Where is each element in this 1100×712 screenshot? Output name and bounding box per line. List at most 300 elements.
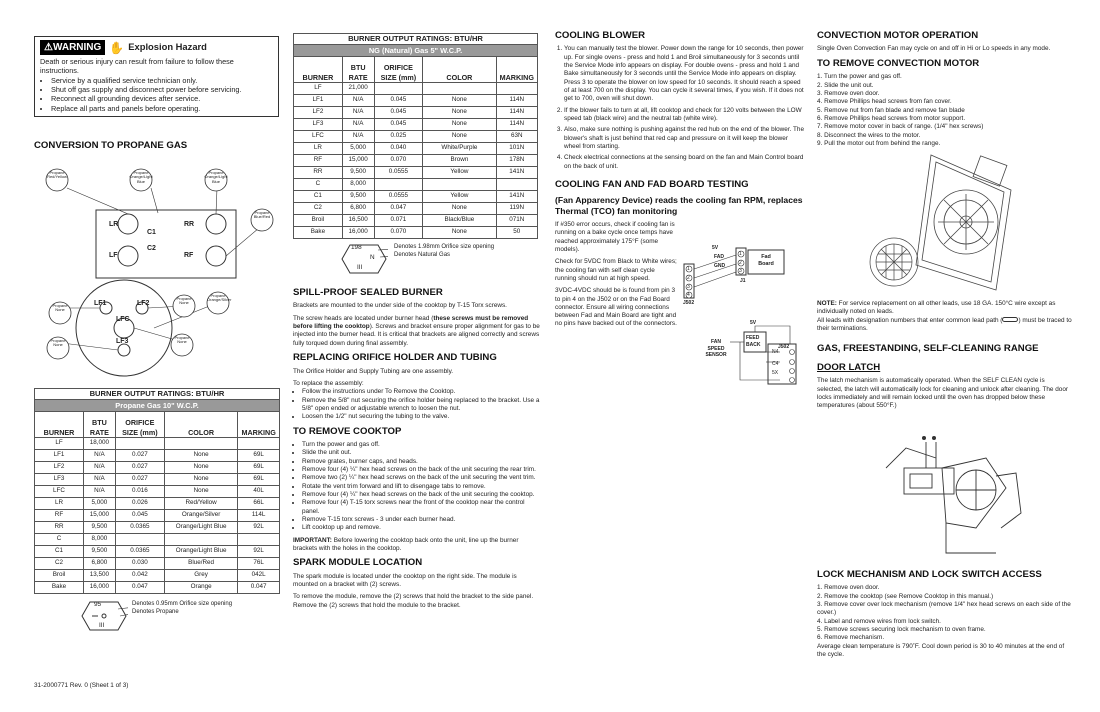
table-cell: LFC	[35, 486, 84, 498]
table-cell: 101N	[496, 143, 538, 155]
table-cell: 0.040	[374, 143, 423, 155]
burner-label-lf2: LF2	[137, 300, 150, 307]
table-cell	[164, 438, 238, 450]
motor-step: 7. Remove motor cover in back of range. (1/4" hex screws)	[817, 123, 984, 131]
table-cell: 16,000	[84, 582, 116, 594]
table-cell: None	[423, 107, 496, 119]
latch-p1: The latch mechanism is automatically operated. When the SELF CLEAN cycle is selected, the latch will automatically lock for cleaning and unlock after cleaning. The door locks immediately and will remain locked until the oven has dropped below these temperatures (about 550°F.)	[817, 377, 1069, 410]
column-4-text	[817, 30, 1072, 152]
lock-step: 2. Remove the cooktop (see Remove Cooktop in this manual.)	[817, 592, 994, 600]
ng-legend	[340, 243, 540, 275]
table-cell: None	[423, 95, 496, 107]
fad-p2: Check for 5VDC from Black to White wires; the cooling fan with self clean cycle running should run at high speed.	[555, 258, 677, 282]
warning-badge: ⚠WARNING	[40, 40, 105, 55]
orifice-step: • Loosen the 1/2" nut securing the tubing to the valve.	[302, 413, 543, 421]
cooktop-heading: TO REMOVE COOKTOP	[293, 425, 402, 437]
column-header: BTU RATE	[342, 57, 374, 83]
propane-tag: Propane Orange/Silver	[207, 293, 232, 303]
pin-label: 1	[739, 251, 742, 257]
table-cell: 0.047	[238, 582, 280, 594]
sensor-label: FAN SPEED SENSOR	[705, 339, 727, 358]
convection-note	[817, 300, 1072, 333]
table-cell	[423, 179, 496, 191]
legend-number: 95	[94, 601, 102, 608]
table-subtitle: NG (Natural) Gas 5" W.C.P.	[294, 45, 538, 57]
orifice-heading: REPLACING ORIFICE HOLDER AND TUBING	[293, 352, 497, 364]
motor-step: 1. Turn the power and gas off.	[817, 73, 902, 81]
table-cell: 15,000	[84, 510, 116, 522]
spill-p2-c: ). Screws and bracket ensure proper alignment for gas to be injected into the burner head. It is critical that brackets are aligned correctly and screws fully torqued down during final assembly.	[293, 323, 540, 347]
table-cell: Broil	[294, 215, 343, 227]
lock-step: 1. Remove oven door.	[817, 584, 880, 592]
cooktop-step: • Remove four (4) ¼" hex head screws on the back of the unit securing the cooktop.	[302, 491, 543, 499]
propane-tag: Propane None	[174, 335, 190, 345]
table-cell: Broil	[35, 570, 84, 582]
pin-label: 2	[687, 275, 690, 281]
burner-label-rr: RR	[184, 221, 195, 228]
table-row	[35, 474, 280, 486]
table-row	[294, 227, 538, 239]
cooktop-important	[293, 537, 543, 554]
table-cell: 0.071	[374, 215, 423, 227]
table-cell: 0.030	[115, 558, 164, 570]
important-text: Before lowering the cooktop back onto the unit, line up the burner brackets with the holes in the cooktop.	[293, 536, 519, 552]
table-row	[35, 546, 280, 558]
table-cell: 114N	[496, 107, 538, 119]
spill-p2-bold: these screws must be removed before lifting the cooktop	[293, 314, 529, 331]
table-title: BURNER OUTPUT RATINGS: BTU/HR	[35, 389, 280, 400]
fad-heading: COOLING FAN AND FAD BOARD TESTING	[555, 179, 749, 191]
table-cell: N/A	[84, 486, 116, 498]
table-cell: 0.027	[115, 462, 164, 474]
pin-label: 3	[687, 284, 690, 290]
table-cell: N/A	[342, 119, 374, 131]
table-cell	[423, 83, 496, 95]
table-cell: 13,500	[84, 570, 116, 582]
convection-motor-illustration	[846, 150, 1026, 300]
table-cell: 15,000	[342, 155, 374, 167]
table-cell: 40L	[238, 486, 280, 498]
table-cell: 8,000	[84, 534, 116, 546]
blower-heading: COOLING BLOWER	[555, 30, 646, 41]
lock-step: 4. Label and remove wires from lock switch.	[817, 617, 941, 625]
cooktop-step: • Remove two (2) ¼" hex head screws on the back of the unit securing the vent trim.	[302, 474, 543, 482]
burner-label-c1: C1	[147, 229, 156, 236]
column-header: COLOR	[164, 412, 238, 438]
table-cell: 0.047	[374, 203, 423, 215]
cooktop-step: • Turn the power and gas off.	[302, 441, 543, 449]
table-cell: Orange/Light Blue	[164, 522, 238, 534]
fad-subheading: (Fan Apparency Device) reads the cooling fan RPM, replaces Thermal (TCO) fan monitoring	[555, 194, 803, 216]
spill-p2	[293, 315, 543, 348]
column-header: BURNER	[294, 57, 343, 83]
table-cell: 0.045	[115, 510, 164, 522]
propane-tag: Propane Orange/Light Blue	[204, 170, 228, 184]
column-header: MARKING	[238, 412, 280, 438]
legend-mid: N	[370, 254, 375, 261]
common-lead-path-icon	[1002, 317, 1018, 322]
table-cell: Orange/Silver	[164, 510, 238, 522]
burner-label-lf1: LF1	[94, 300, 107, 307]
legend-sub: III	[357, 264, 363, 271]
table-row	[35, 438, 280, 450]
column-4-lower	[817, 300, 1072, 415]
motor-step: 4. Remove Phillips head screws from fan cover.	[817, 98, 952, 106]
column-header: MARKING	[496, 57, 538, 83]
table-cell: 0.045	[374, 107, 423, 119]
blower-step: 1. You can manually test the blower. Power down the range for 10 seconds, then power up. For single ovens - press and hold 1 and Broil simultaneously for 3 seconds until the Service Mode info appears on display. For double ovens - press and hold 1 and Bake simultaneously for 3 seconds until the Service Mode info appears on display. Press 3 to operate the blower on low speed for 10 seconds. It should reach a speed of at least 700 on the display. You can cycle it several times, if you wish. If it does not get to 700, oven will shut down.	[564, 45, 805, 103]
table-row	[294, 167, 538, 179]
pin-label: C4	[772, 361, 779, 367]
table-row	[35, 462, 280, 474]
table-cell: 5,000	[342, 143, 374, 155]
table-cell: 114L	[238, 510, 280, 522]
table-cell: N/A	[84, 450, 116, 462]
table-cell	[115, 534, 164, 546]
cooktop-step: • Rotate the vent trim forward and lift to disengage tabs to remove.	[302, 483, 543, 491]
table-cell: 0.045	[374, 95, 423, 107]
table-cell: LF	[294, 83, 343, 95]
pin-label: N4	[772, 349, 779, 355]
table-cell	[374, 83, 423, 95]
table-row	[294, 131, 538, 143]
table-cell: 6,800	[342, 203, 374, 215]
note-text: For service replacement on all other leads, use 18 GA. 150°C wire except as individually noted on leads.	[817, 300, 1056, 316]
fad-board-label: Fad Board	[758, 254, 774, 268]
table-cell: 9,500	[84, 546, 116, 558]
table-row	[294, 215, 538, 227]
table-row	[35, 534, 280, 546]
table-cell: 141N	[496, 191, 538, 203]
pin-label: 1	[687, 266, 690, 272]
table-cell: RR	[35, 522, 84, 534]
table-cell: 6,800	[84, 558, 116, 570]
table-cell: 141N	[496, 167, 538, 179]
lock-note: Average clean temperature is 790˚F. Cool down period is 30 to 40 minutes at the end of the cycle.	[817, 642, 1065, 659]
table-cell: 0.026	[115, 498, 164, 510]
table-cell: 114N	[496, 119, 538, 131]
table-cell: Bake	[35, 582, 84, 594]
blower-step: 3. Also, make sure nothing is pushing against the red hub on the end of the blower. The blower's shaft is just behind that red cap and pressure on it will keep the blower wheel from starting.	[564, 126, 805, 151]
table-cell: N/A	[342, 95, 374, 107]
table-cell: None	[423, 131, 496, 143]
table-cell: LF2	[294, 107, 343, 119]
table-row	[35, 486, 280, 498]
column-header: BTU RATE	[84, 412, 116, 438]
table-cell: 0.0555	[374, 167, 423, 179]
legend-line: Denotes 0.95mm Orifice size opening	[132, 601, 233, 607]
wire-label: FAD	[714, 254, 724, 260]
table-cell	[238, 438, 280, 450]
table-cell: None	[164, 486, 238, 498]
motor-step: 2. Slide the unit out.	[817, 81, 874, 89]
table-cell: 69L	[238, 474, 280, 486]
warning-item: • Shut off gas supply and disconnect power before servicing.	[51, 85, 273, 94]
orifice-step: • Follow the instructions under To Remove the Cooktop.	[302, 388, 543, 396]
table-cell: Brown	[423, 155, 496, 167]
table-cell: Black/Blue	[423, 215, 496, 227]
pin-label: 4	[687, 292, 690, 298]
warning-box	[34, 36, 279, 117]
table-cell: 69L	[238, 462, 280, 474]
wire-label: GND	[714, 263, 726, 269]
table-cell	[496, 179, 538, 191]
table-cell: Yellow	[423, 167, 496, 179]
column-header: BURNER	[35, 412, 84, 438]
table-cell: 0.047	[115, 582, 164, 594]
convection-p1: Single Oven Convection Fan may cycle on and off in Hi or Lo speeds in any mode.	[817, 45, 1051, 53]
table-cell: 5,000	[84, 498, 116, 510]
propane-tag: Propane None	[50, 338, 66, 348]
propane-ratings-table	[34, 388, 280, 594]
fad-p1: If #350 error occurs, check if cooling fan is running on a bake cycle once temps have reached approximately 175°F (some models).	[555, 220, 675, 253]
propane-tag: Propane Red/Yellow	[47, 170, 67, 180]
conversion-heading: CONVERSION TO PROPANE GAS	[34, 140, 188, 151]
motor-step: 9. Pull the motor out from behind the range.	[817, 139, 941, 147]
table-cell: 0.070	[374, 155, 423, 167]
lock-step: 6. Remove mechanism.	[817, 634, 885, 642]
ng-ratings-table	[293, 33, 538, 239]
burner-label-lr: LR	[109, 221, 119, 228]
table-cell: 0.025	[374, 131, 423, 143]
pin-label: 5X	[772, 370, 779, 376]
table-cell: None	[423, 119, 496, 131]
propane-legend	[80, 600, 280, 634]
propane-tag: Propane None	[52, 303, 68, 313]
table-cell: None	[423, 203, 496, 215]
table-row	[294, 155, 538, 167]
table-cell	[374, 179, 423, 191]
legend-sub: III	[99, 622, 105, 629]
important-label: IMPORTANT:	[293, 536, 332, 544]
column-header: ORIFICE SIZE (mm)	[374, 57, 423, 83]
warning-item: • Reconnect all grounding devices after service.	[51, 94, 273, 103]
table-cell: 69L	[238, 450, 280, 462]
lock-step: 3. Remove cover over lock mechanism (remove 1/4" hex head screws on each side of the cover.)	[817, 601, 1071, 617]
motor-step: 5. Remove nut from fan blade and remove fan blade	[817, 106, 965, 114]
table-cell: White/Purple	[423, 143, 496, 155]
motor-steps	[817, 73, 1072, 148]
table-row	[294, 119, 538, 131]
table-cell: Red/Yellow	[164, 498, 238, 510]
table-cell	[238, 534, 280, 546]
propane-tag: Propane Orange/Light Blue	[129, 170, 153, 184]
ng-table-body	[294, 83, 538, 239]
connector-label: J1	[740, 278, 746, 284]
propane-tag: Propane Blue/Red	[253, 210, 271, 220]
orifice-step: • Remove the 5/8" nut securing the orifice holder being replaced to the bracket. Use a 5/8" open ended or adjustable wrench to loosen the nut.	[302, 397, 543, 414]
table-cell: RR	[294, 167, 343, 179]
connector-label: J502	[683, 300, 695, 306]
table-cell	[164, 534, 238, 546]
spill-heading: SPILL-PROOF SEALED BURNER	[293, 287, 443, 298]
table-cell: RF	[35, 510, 84, 522]
blower-step: 4. Check electrical connections at the sensing board on the fan and Main Control board on the back of unit.	[564, 154, 805, 171]
orifice-p2: To replace the assembly:	[293, 379, 364, 387]
table-cell	[115, 438, 164, 450]
table-cell: 0.0365	[115, 522, 164, 534]
burner-label-lfc: LFC	[116, 316, 130, 323]
fad-board-diagram	[682, 242, 807, 310]
burner-label-c2: C2	[147, 245, 156, 252]
connector-label: J502	[778, 344, 790, 350]
table-row	[294, 107, 538, 119]
spark-p1: The spark module is located under the cooktop on the right side. The module is mounted on a bracket with (2) screws.	[293, 572, 517, 589]
fad-p3: 3VDC-4VDC should be is found from pin 3 to pin 4 on the J502 or on the Fad Board connector. Ensure all wiring connections between Fad and Main Board are tight and no pins have backed out of the connectors.	[555, 287, 677, 328]
warning-title: Explosion Hazard	[128, 41, 207, 53]
table-row	[35, 510, 280, 522]
latch-drawing-svg	[876, 428, 1026, 556]
table-cell: 8,000	[342, 179, 374, 191]
table-row	[294, 191, 538, 203]
cooktop-step: • Remove T-15 torx screws - 3 under each burner head.	[302, 516, 543, 524]
table-cell: N/A	[342, 107, 374, 119]
cooktop-step: • Remove grates, burner caps, and heads.	[302, 458, 543, 466]
note-text: ) must be traced to their terminations.	[817, 316, 1072, 332]
spill-p2-a: The screw heads are located under burner head (	[293, 314, 434, 322]
table-row	[35, 522, 280, 534]
table-cell: 042L	[238, 570, 280, 582]
table-cell: 9,500	[84, 522, 116, 534]
spark-p2: To remove the module, remove the (2) screws that hold the bracket to the side panel. Remove the (2) screws that hold the module to the bracket.	[293, 593, 534, 609]
table-cell: None	[164, 450, 238, 462]
cooktop-step: • Lift cooktop up and remove.	[302, 524, 543, 532]
footer-doc-number: 31-2000771 Rev. 0 (Sheet 1 of 3)	[34, 682, 129, 689]
table-cell: C2	[35, 558, 84, 570]
pin-label: 3	[739, 268, 742, 274]
wire-label: 5V	[750, 320, 757, 326]
warning-intro: Death or serious injury can result from failure to follow these instructions.	[40, 57, 234, 76]
column-2-text	[293, 287, 543, 614]
table-cell: N/A	[342, 131, 374, 143]
cooktop-step: • Remove four (4) ¼" hex head screws on the back of the unit securing the rear trim.	[302, 466, 543, 474]
table-cell: LR	[294, 143, 343, 155]
lock-section	[817, 569, 1072, 659]
legend-number: 198	[351, 244, 362, 251]
burner-label-lf: LF	[109, 252, 118, 259]
table-cell: LF	[35, 438, 84, 450]
blower-step: 2. If the blower fails to turn at all, lift cooktop and check for 120 volts between the LOW speed tab (black wire) and the neutral tab (white wire).	[564, 107, 805, 124]
warning-item: • Service by a qualified service technician only.	[51, 76, 273, 85]
cooktop-step: • Slide the unit out.	[302, 449, 543, 457]
cooktop-step: • Remove four (4) T-15 torx screws near the front of the cooktop near the control panel.	[302, 499, 543, 516]
fan-speed-diagram	[700, 318, 805, 388]
legend-line: Denotes 1.98mm Orifice size opening	[394, 244, 495, 250]
table-cell: 63N	[496, 131, 538, 143]
burner-layout-svg	[34, 158, 284, 380]
spark-heading: SPARK MODULE LOCATION	[293, 557, 423, 569]
table-cell: LFC	[294, 131, 343, 143]
motor-step: 8. Disconnect the wires to the motor.	[817, 131, 921, 139]
table-cell: 50	[496, 227, 538, 239]
convection-heading: CONVECTION MOTOR OPERATION	[817, 30, 979, 41]
motor-step: 3. Remove oven door.	[817, 89, 880, 97]
table-cell: LF2	[35, 462, 84, 474]
wire-label: 5V	[712, 245, 719, 251]
table-cell: Yellow	[423, 191, 496, 203]
table-cell: 178N	[496, 155, 538, 167]
table-cell: 92L	[238, 546, 280, 558]
door-latch-illustration	[876, 428, 1026, 556]
table-cell: LF3	[35, 474, 84, 486]
table-cell: Bake	[294, 227, 343, 239]
note-text: All leads with designation numbers that enter common lead path (	[817, 316, 1003, 324]
table-cell: None	[164, 462, 238, 474]
orifice-symbol-icon	[340, 243, 388, 275]
table-row	[35, 582, 280, 594]
table-cell: LR	[35, 498, 84, 510]
propane-table-body	[35, 438, 280, 594]
table-cell: N/A	[84, 462, 116, 474]
motor-drawing-svg	[846, 150, 1026, 300]
table-cell: C2	[294, 203, 343, 215]
table-cell: 9,500	[342, 191, 374, 203]
feedback-label: FEED BACK	[746, 335, 761, 348]
table-cell	[496, 83, 538, 95]
table-subtitle: Propane Gas 10" W.C.P.	[35, 400, 280, 412]
latch-heading: GAS, FREESTANDING, SELF-CLEANING RANGE	[817, 343, 1039, 355]
remove-motor-heading: TO REMOVE CONVECTION MOTOR	[817, 57, 980, 69]
table-cell: 119N	[496, 203, 538, 215]
motor-step: 6. Remove Phillips head screws from motor support.	[817, 114, 966, 122]
table-title: BURNER OUTPUT RATINGS: BTU/HR	[294, 34, 538, 45]
table-cell: 0.070	[374, 227, 423, 239]
table-cell: None	[423, 227, 496, 239]
column-header: ORIFICE SIZE (mm)	[115, 412, 164, 438]
warning-item: • Replace all parts and panels before operating.	[51, 104, 273, 113]
table-row	[294, 179, 538, 191]
table-cell: Orange/Light Blue	[164, 546, 238, 558]
table-cell: 9,500	[342, 167, 374, 179]
table-row	[294, 95, 538, 107]
table-row	[35, 558, 280, 570]
table-cell: 0.042	[115, 570, 164, 582]
lock-step: 5. Remove screws securing lock mechanism to oven frame.	[817, 626, 986, 634]
spill-p1: Brackets are mounted to the under side of the cooktop by T-15 Torx screws.	[293, 302, 507, 310]
burner-label-lf3: LF3	[116, 338, 129, 345]
table-cell: 16,000	[342, 227, 374, 239]
table-row	[294, 203, 538, 215]
table-cell: C1	[35, 546, 84, 558]
note-label: NOTE:	[817, 300, 837, 307]
door-latch-heading: DOOR LATCH	[817, 361, 881, 373]
burner-label-rf: RF	[184, 252, 194, 259]
table-cell: 114N	[496, 95, 538, 107]
table-cell: 92L	[238, 522, 280, 534]
table-cell: Orange	[164, 582, 238, 594]
pin-label: 2	[739, 260, 742, 266]
table-row	[294, 83, 538, 95]
table-cell: 0.027	[115, 450, 164, 462]
propane-tag: Propane None	[176, 296, 192, 306]
table-cell: LF3	[294, 119, 343, 131]
table-cell: 0.0555	[374, 191, 423, 203]
table-cell: 0.027	[115, 474, 164, 486]
table-cell: C	[294, 179, 343, 191]
table-cell: 16,500	[342, 215, 374, 227]
table-cell: LF1	[35, 450, 84, 462]
table-cell: 76L	[238, 558, 280, 570]
table-row	[35, 570, 280, 582]
table-cell: 0.0365	[115, 546, 164, 558]
table-cell: Blue/Red	[164, 558, 238, 570]
table-cell: 66L	[238, 498, 280, 510]
table-row	[294, 143, 538, 155]
table-cell: 18,000	[84, 438, 116, 450]
table-cell: N/A	[84, 474, 116, 486]
hand-hazard-icon: ✋	[109, 40, 125, 55]
table-cell: Grey	[164, 570, 238, 582]
